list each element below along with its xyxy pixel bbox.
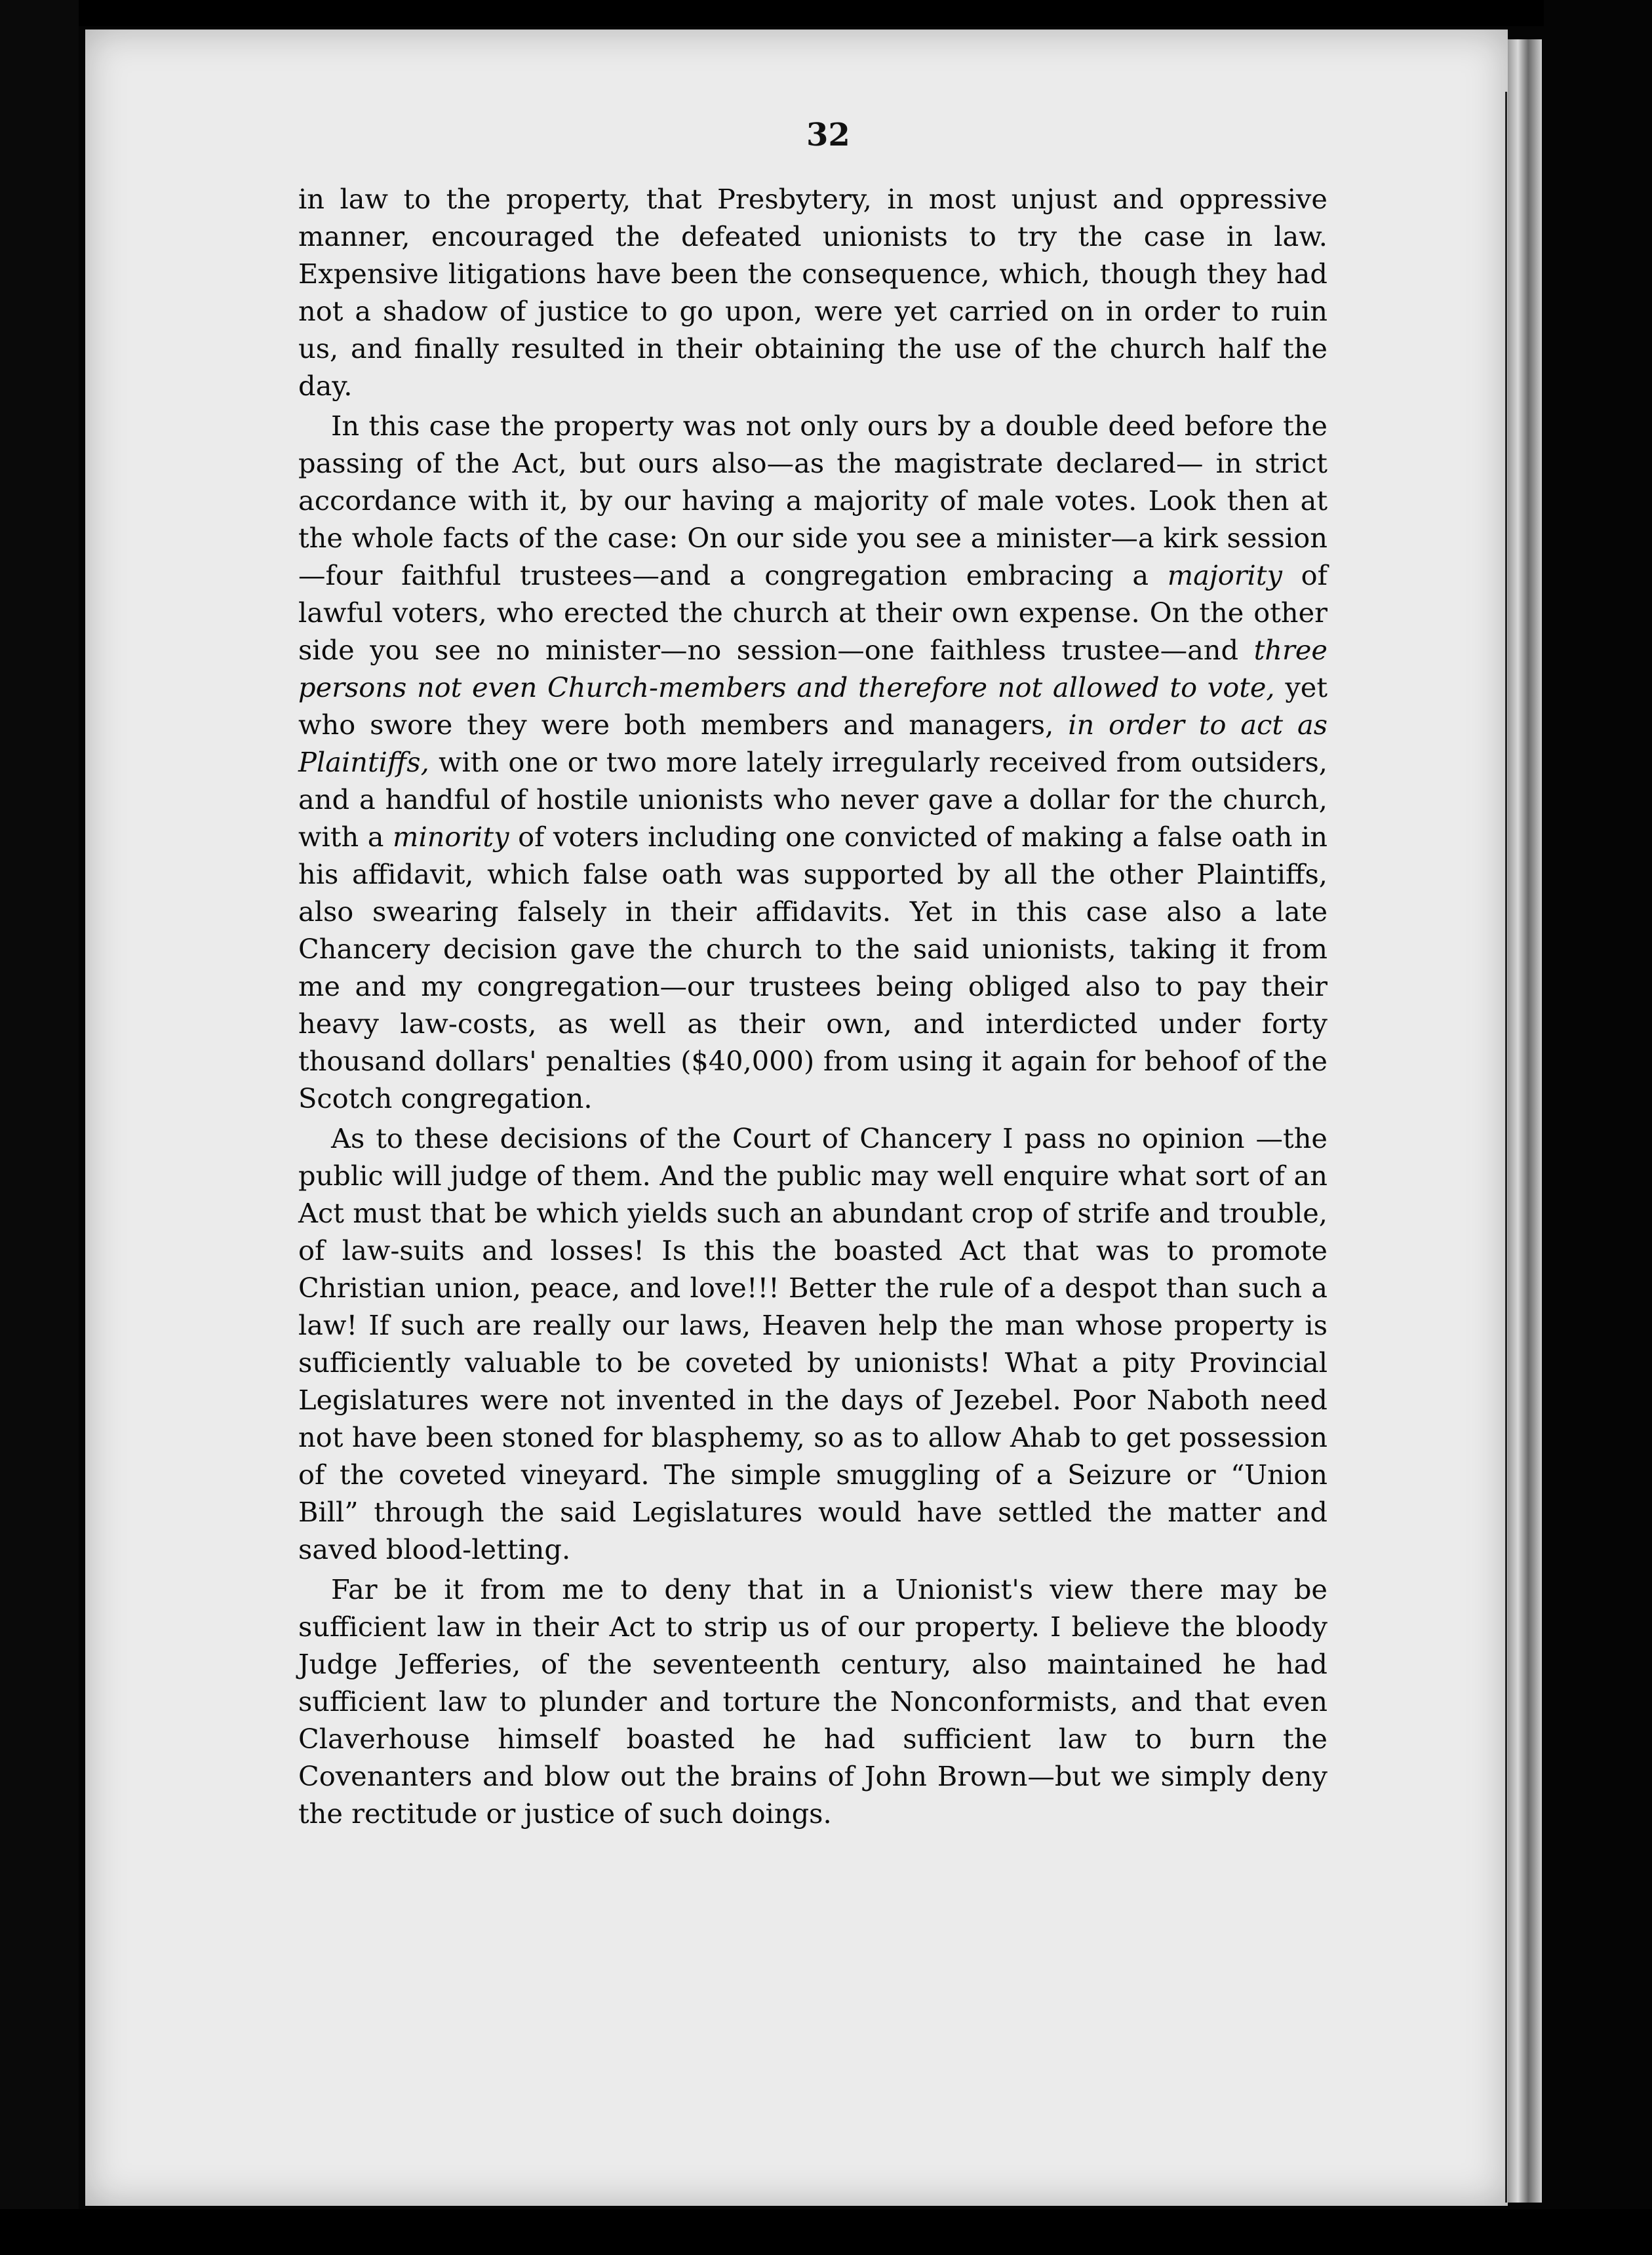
italic-run: three persons not even Church-members and therefore not allowed to vote, <box>298 634 1328 703</box>
text-run: In this case the property was not only ours by a double deed before the passing of the Act, but ours also—as the magistrate declared— in strict accordance with it, by our having a majority of male votes. Look then at the whole facts of the case: On our side you see a minister—a kirk session—four faithful trustees—and a congregation embracing a <box>298 410 1328 591</box>
body-text <box>298 180 1328 1832</box>
text-run: with one or two more lately irregularly received from outsiders, and a handful of hostile unionists who never gave a dollar for the church, with a <box>298 746 1328 853</box>
paragraph-1 <box>298 180 1328 404</box>
text-run: in law to the property, that Presbytery, in most unjust and oppressive manner, encouraged the defeated unionists to try the case in law. Expensive litigations have been the consequence, which, though they had not a shadow of justice to go upon, were yet carried on in order to ruin us, and finally resulted in their obtaining the use of the church half the day. <box>298 183 1328 402</box>
text-run: of lawful voters, who erected the church at their own expense. On the other side you see no minister—no session—one faithless trustee—and <box>298 559 1328 666</box>
text-run: of voters including one convicted of making a false oath in his affidavit, which false oath was supported by all the other Plaintiffs, also swearing falsely in their affidavits. Yet in this case also a late Chancery decision gave the church to the said unionists, taking it from me and my congregation—our trustees being obliged also to pay their heavy law-costs, as well as their own, and interdicted under forty thousand dollars' penalties ($40,000) from using it again for behoof of the Scotch congregation. <box>298 821 1328 1114</box>
page-edge-shadow <box>1505 92 1507 2203</box>
paragraph-2 <box>298 407 1328 1117</box>
italic-run: in order to act as Plaintiffs, <box>298 709 1328 778</box>
scan-border-left <box>0 0 79 2255</box>
scan-border-right <box>1544 0 1652 2255</box>
italic-run: majority <box>1167 559 1282 591</box>
page-number: 32 <box>806 117 850 153</box>
italic-run: minority <box>392 821 509 853</box>
text-run: yet who swore they were both members and managers, <box>298 671 1328 741</box>
text-run: As to these decisions of the Court of Chancery I pass no opinion —the public will judge of them. And the public may well enquire what sort of an Act must that be which yields such an abundant crop of strife and trouble, of law-suits and losses! Is this the boasted Act that was to promote Christian union, peace, and love!!! Better the rule of a despot than such a law! If such are really our laws, Heaven help the man whose property is sufficiently valuable to be coveted by unionists! What a pity Provincial Legislatures were not invented in the days of Jezebel. Poor Naboth need not have been stoned for blasphemy, so as to allow Ahab to get possession of the coveted vineyard. The simple smuggling of a Seizure or “Union Bill” through the said Legislatures would have settled the matter and saved blood-letting. <box>298 1122 1328 1565</box>
scan-border-bottom <box>0 2209 1652 2255</box>
page-edge <box>1508 39 1542 2203</box>
paragraph-4 <box>298 1571 1328 1832</box>
paragraph-3 <box>298 1120 1328 1568</box>
scan-border-top <box>0 0 1652 26</box>
text-run: Far be it from me to deny that in a Unionist's view there may be sufficient law in their Act to strip us of our property. I believe the bloody Judge Jefferies, of the seventeenth century, also maintained he had sufficient law to plunder and torture the Nonconformists, and that even Claverhouse himself boasted he had sufficient law to burn the Covenanters and blow out the brains of John Brown—but we simply deny the rectitude or justice of such doings. <box>298 1573 1328 1830</box>
